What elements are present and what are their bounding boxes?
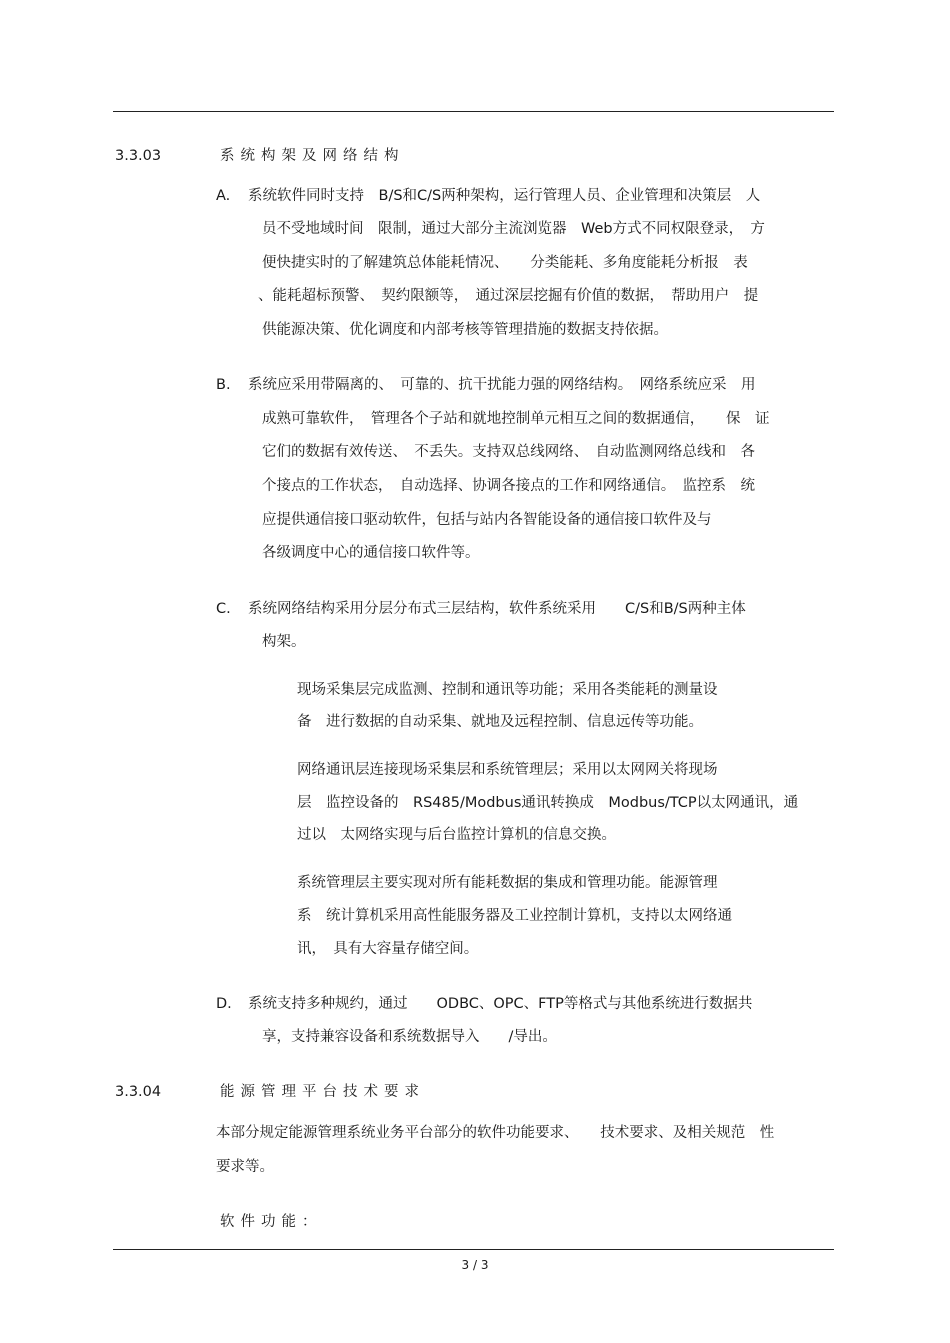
item-label-c: C. (216, 601, 231, 617)
sub-paragraph-line: 系 统计算机采用高性能服务器及工业控制计算机，支持以太网络通 (297, 908, 732, 924)
sub-paragraph-line: 讯， 具有大容量存储空间。 (297, 941, 479, 957)
item-a-line: 员不受地域时间 限制，通过大部分主流浏览器 Web方式不同权限登录， 方 (262, 221, 765, 237)
item-c-line: 系统网络结构采用分层分布式三层结构，软件系统采用 C/S和B/S两种主体 (248, 601, 746, 617)
item-b-line: 个接点的工作状态， 自动选择、协调各接点的工作和网络通信。 监控系 统 (262, 478, 755, 494)
item-b-line: 各级调度中心的通信接口软件等。 (262, 545, 480, 561)
item-b-line: 系统应采用带隔离的、 可靠的、抗干扰能力强的网络结构。 网络系统应采 用 (248, 377, 756, 393)
section-number: 3.3.04 (115, 1084, 162, 1100)
page-number: 3 / 3 (461, 1258, 489, 1272)
item-b-line: 应提供通信接口驱动软件，包括与站内各智能设备的通信接口软件及与 (262, 512, 712, 528)
sub-paragraph-line: 过以 太网络实现与后台监控计算机的信息交换。 (297, 827, 616, 843)
sub-paragraph-line: 备 进行数据的自动采集、就地及远程控制、信息远传等功能。 (297, 714, 703, 730)
item-a-line: 便快捷实时的了解建筑总体能耗情况、 分类能耗、多角度能耗分析报 表 (262, 255, 748, 271)
section-number: 3.3.03 (115, 148, 162, 164)
item-d-line: 享，支持兼容设备和系统数据导入 /导出。 (262, 1029, 557, 1045)
item-d-line: 系统支持多种规约，通过 ODBC、OPC、FTP等格式与其他系统进行数据共 (248, 996, 753, 1012)
paragraph-line: 本部分规定能源管理系统业务平台部分的软件功能要求、 技术要求、及相关规范 性 (216, 1125, 775, 1141)
section-title: 能源管理平台技术要求 (220, 1084, 425, 1100)
item-a-line: 供能源决策、优化调度和内部考核等管理措施的数据支持依据。 (262, 322, 668, 338)
sub-paragraph-line: 现场采集层完成监测、控制和通讯等功能；采用各类能耗的测量设 (297, 682, 718, 698)
item-a-line: 、能耗超标预警、 契约限额等， 通过深层挖掘有价值的数据， 帮助用户 提 (258, 288, 759, 304)
item-c-line: 构架。 (262, 634, 306, 650)
item-label-a: A. (216, 188, 231, 204)
sub-paragraph-line: 系统管理层主要实现对所有能耗数据的集成和管理功能。能源管理 (297, 875, 718, 891)
item-label-b: B. (216, 377, 231, 393)
item-b-line: 它们的数据有效传送、 不丢失。支持双总线网络、 自动监测网络总线和 各 (262, 444, 755, 460)
footer-rule (113, 1249, 834, 1250)
subheading: 软件功能： (220, 1214, 323, 1230)
section-title: 系统构架及网络结构 (220, 148, 405, 164)
header-rule (113, 111, 834, 112)
sub-paragraph-line: 层 监控设备的 RS485/Modbus通讯转换成 Modbus/TCP以太网通讯，通 (297, 795, 799, 811)
item-label-d: D. (216, 996, 232, 1012)
sub-paragraph-line: 网络通讯层连接现场采集层和系统管理层；采用以太网网关将现场 (297, 762, 718, 778)
paragraph-line: 要求等。 (216, 1159, 274, 1175)
item-b-line: 成熟可靠软件， 管理各个子站和就地控制单元相互之间的数据通信， 保 证 (262, 411, 770, 427)
item-a-line: 系统软件同时支持 B/S和C/S两种架构，运行管理人员、企业管理和决策层 人 (248, 188, 761, 204)
